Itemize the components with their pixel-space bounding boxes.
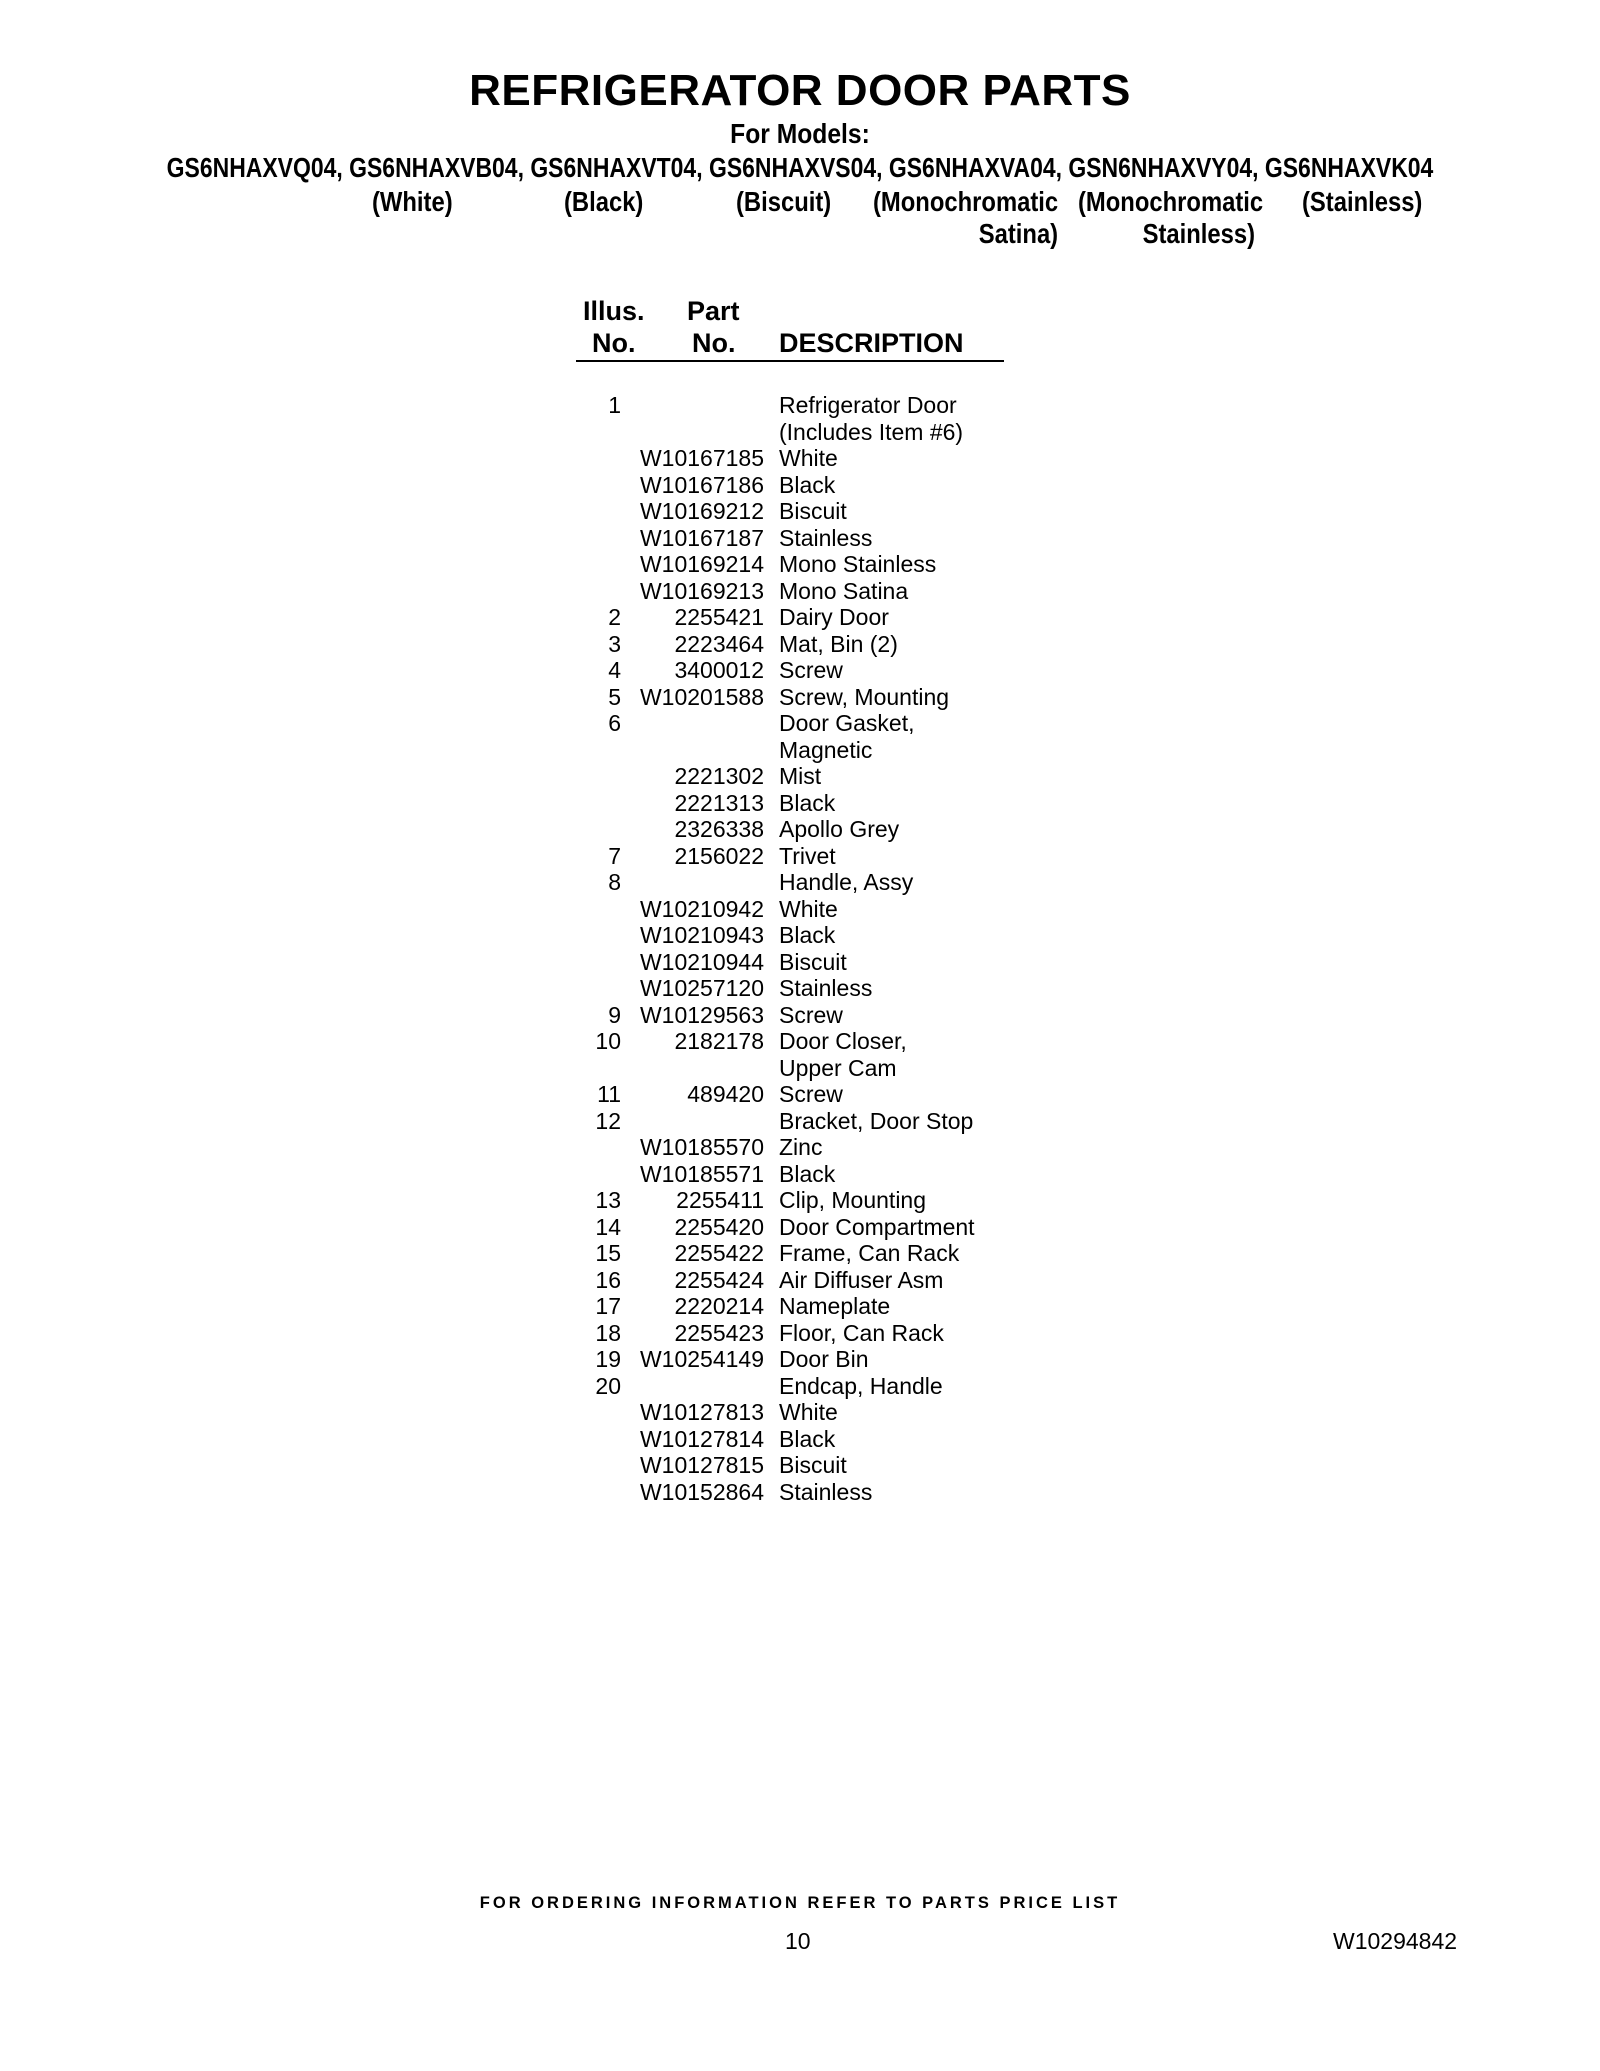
table-row — [576, 1002, 1016, 1029]
part-no-cell — [621, 710, 764, 737]
table-row — [576, 419, 1016, 446]
description-cell: Trivet — [779, 842, 836, 869]
description-cell: Screw, Mounting — [779, 683, 950, 710]
model-color-stainless: (Stainless) — [1302, 186, 1423, 217]
model-color-mono-satina: (Monochromatic Satina) — [873, 186, 1059, 249]
table-row — [576, 1479, 1016, 1506]
description-cell: Bracket, Door Stop — [779, 1107, 974, 1134]
description-cell: Screw — [779, 657, 843, 683]
illus-no-cell: 18 — [595, 1319, 621, 1346]
description-cell: Upper Cam — [779, 1054, 897, 1081]
part-no-cell: 2255411 — [676, 1187, 764, 1213]
description-cell: Apollo Grey — [779, 816, 900, 842]
description-cell: Mono Satina — [779, 577, 909, 604]
header-illus-no: No. — [592, 328, 636, 358]
table-row — [576, 498, 1016, 525]
table-row — [576, 604, 1016, 631]
illus-no-cell: 10 — [595, 1028, 621, 1054]
description-cell: Magnetic — [779, 736, 873, 763]
description-cell: Stainless — [779, 975, 873, 1001]
description-cell: Handle, Assy — [779, 869, 914, 895]
table-row — [576, 1320, 1016, 1347]
illus-no-cell — [576, 1399, 621, 1426]
description-cell: (Includes Item #6) — [779, 418, 964, 445]
part-no-cell — [621, 1373, 764, 1400]
description-cell: Door Closer, — [779, 1028, 907, 1054]
illus-no-cell — [576, 1055, 621, 1082]
illus-no-cell — [576, 1161, 621, 1188]
illus-no-cell: 11 — [597, 1081, 621, 1107]
description-cell: Black — [779, 922, 836, 948]
table-row — [576, 1161, 1016, 1188]
illus-no-cell — [576, 975, 621, 1002]
table-row — [576, 631, 1016, 658]
part-no-cell: W10185571 — [639, 1160, 764, 1187]
illus-no-cell — [576, 525, 621, 552]
illus-no-cell: 16 — [595, 1266, 621, 1293]
illus-no-cell — [576, 790, 621, 817]
part-no-cell: 2223464 — [674, 630, 764, 657]
illus-no-cell — [576, 1134, 621, 1161]
table-row — [576, 763, 1016, 790]
description-cell: Frame, Can Rack — [779, 1240, 960, 1266]
illus-no-cell — [576, 1426, 621, 1453]
part-no-cell: W10210943 — [639, 922, 764, 948]
description-cell: Black — [779, 1425, 836, 1452]
models-subtitle: For Models: — [730, 118, 870, 149]
table-row — [576, 975, 1016, 1002]
description-cell: Refrigerator Door — [779, 392, 957, 418]
description-cell: Door Compartment — [779, 1213, 975, 1240]
part-no-cell: W10129563 — [639, 1001, 764, 1028]
illus-no-cell: 20 — [595, 1372, 621, 1399]
description-cell: Screw — [779, 1001, 843, 1028]
description-cell: Stainless — [779, 524, 873, 551]
illus-no-cell: 1 — [608, 392, 621, 418]
part-no-cell: 2221302 — [674, 763, 764, 789]
illus-no-cell — [576, 472, 621, 499]
illus-no-cell — [576, 498, 621, 525]
illus-no-cell: 8 — [608, 869, 621, 895]
illus-no-cell: 7 — [608, 842, 621, 869]
part-no-cell: W10210942 — [639, 895, 764, 922]
illus-no-cell — [576, 578, 621, 605]
part-no-cell — [621, 1055, 764, 1082]
illus-no-cell: 15 — [595, 1240, 621, 1266]
illus-no-cell: 12 — [595, 1107, 621, 1134]
table-row — [576, 525, 1016, 552]
part-no-cell: W10210944 — [639, 948, 764, 975]
header-rule — [576, 360, 1004, 362]
description-cell: Endcap, Handle — [779, 1372, 943, 1399]
parts-table — [576, 392, 1016, 1505]
illus-no-cell: 9 — [608, 1001, 621, 1028]
part-no-cell — [621, 869, 764, 896]
models-list: GS6NHAXVQ04, GS6NHAXVB04, GS6NHAXVT04, GS6NHAXVS04, GS6NHAXVA04, GSN6NHAXVY04, GS6NHAXVK04 — [166, 152, 1434, 183]
table-row — [576, 1373, 1016, 1400]
part-no-cell: W10201588 — [639, 683, 764, 710]
model-color-mono-stainless: (Monochromatic Stainless) — [1078, 186, 1264, 249]
illus-no-cell: 13 — [595, 1187, 621, 1213]
illus-no-cell: 4 — [608, 657, 621, 683]
part-no-cell: W10254149 — [639, 1346, 764, 1372]
header-illus: Illus. — [583, 296, 645, 326]
part-no-cell: 3400012 — [674, 657, 764, 683]
page-number: 10 — [785, 1928, 811, 1954]
part-no-cell: W10127814 — [639, 1425, 764, 1452]
illus-no-cell: 5 — [608, 683, 621, 710]
description-cell: Nameplate — [779, 1293, 891, 1319]
description-cell: Floor, Can Rack — [779, 1319, 944, 1346]
description-cell: Door Bin — [779, 1346, 869, 1372]
header-part: Part — [687, 296, 740, 326]
table-row — [576, 657, 1016, 684]
part-no-cell: W10169214 — [639, 551, 764, 577]
part-no-cell: 2326338 — [674, 816, 764, 842]
table-row — [576, 551, 1016, 578]
table-row — [576, 392, 1016, 419]
table-row — [576, 1134, 1016, 1161]
description-cell: Screw — [779, 1081, 843, 1107]
description-cell: Zinc — [779, 1134, 823, 1160]
description-cell: Stainless — [779, 1478, 873, 1505]
table-row — [576, 1055, 1016, 1082]
illus-no-cell — [576, 949, 621, 976]
table-row — [576, 710, 1016, 737]
part-no-cell: W10167185 — [639, 445, 764, 471]
table-row — [576, 790, 1016, 817]
table-row — [576, 1240, 1016, 1267]
part-no-cell — [621, 392, 764, 419]
description-cell: Biscuit — [779, 498, 847, 524]
description-cell: Black — [779, 471, 836, 498]
part-no-cell: 2255421 — [674, 604, 764, 630]
ordering-footer: FOR ORDERING INFORMATION REFER TO PARTS PRICE LIST — [479, 1894, 1121, 1912]
part-no-cell — [621, 1108, 764, 1135]
illus-no-cell — [576, 1479, 621, 1506]
table-row — [576, 1346, 1016, 1373]
table-row — [576, 1028, 1016, 1055]
description-cell: White — [779, 445, 838, 471]
part-no-cell: 2220214 — [674, 1293, 764, 1319]
part-no-cell: 2182178 — [674, 1028, 764, 1054]
table-row — [576, 578, 1016, 605]
part-no-cell: 2255422 — [674, 1240, 764, 1266]
table-row — [576, 896, 1016, 923]
table-row — [576, 737, 1016, 764]
illus-no-cell: 6 — [608, 710, 621, 736]
part-no-cell: W10127815 — [639, 1452, 764, 1478]
description-cell: Mat, Bin (2) — [779, 630, 898, 657]
part-no-cell: W10169212 — [639, 498, 764, 524]
illus-no-cell — [576, 419, 621, 446]
illus-no-cell: 2 — [608, 604, 621, 630]
document-number: W10294842 — [1333, 1928, 1458, 1954]
illus-no-cell — [576, 922, 621, 949]
description-cell: Dairy Door — [779, 604, 889, 630]
description-cell: Air Diffuser Asm — [779, 1266, 944, 1293]
part-no-cell: W10127813 — [639, 1399, 764, 1425]
table-row — [576, 684, 1016, 711]
part-no-cell: W10167186 — [639, 471, 764, 498]
table-row — [576, 1399, 1016, 1426]
table-row — [576, 1081, 1016, 1108]
part-no-cell: 2221313 — [674, 789, 764, 816]
illus-no-cell: 3 — [608, 630, 621, 657]
part-no-cell: W10169213 — [639, 577, 764, 604]
header-part-no: No. — [692, 328, 736, 358]
header-description: DESCRIPTION — [779, 328, 964, 358]
illus-no-cell — [576, 816, 621, 843]
table-row — [576, 1293, 1016, 1320]
description-cell: Clip, Mounting — [779, 1187, 927, 1213]
description-cell: Biscuit — [779, 948, 847, 975]
illus-no-cell — [576, 551, 621, 578]
description-cell: Black — [779, 789, 836, 816]
description-cell: Biscuit — [779, 1452, 847, 1478]
part-no-cell — [621, 419, 764, 446]
model-color-white: (White) — [372, 186, 453, 217]
table-row — [576, 1452, 1016, 1479]
table-row — [576, 472, 1016, 499]
table-row — [576, 843, 1016, 870]
illus-no-cell — [576, 445, 621, 472]
part-no-cell: W10167187 — [639, 524, 764, 551]
table-row — [576, 816, 1016, 843]
part-no-cell: 2255420 — [674, 1213, 764, 1240]
description-cell: Black — [779, 1160, 836, 1187]
part-no-cell: W10257120 — [639, 975, 764, 1001]
table-row — [576, 922, 1016, 949]
page-title: REFRIGERATOR DOOR PARTS — [469, 66, 1131, 115]
description-cell: Mono Stainless — [779, 551, 937, 577]
model-color-black: (Black) — [564, 186, 644, 217]
illus-no-cell — [576, 896, 621, 923]
illus-no-cell: 17 — [595, 1293, 621, 1319]
part-no-cell: 2156022 — [674, 842, 764, 869]
table-row — [576, 1108, 1016, 1135]
part-no-cell: 2255424 — [674, 1266, 764, 1293]
description-cell: Mist — [779, 763, 822, 789]
table-row — [576, 869, 1016, 896]
illus-no-cell: 14 — [595, 1213, 621, 1240]
part-no-cell: 489420 — [687, 1081, 764, 1107]
table-row — [576, 1267, 1016, 1294]
part-no-cell: W10152864 — [639, 1478, 764, 1505]
table-row — [576, 1214, 1016, 1241]
description-cell: White — [779, 895, 838, 922]
description-cell: White — [779, 1399, 838, 1425]
part-no-cell: W10185570 — [639, 1134, 764, 1160]
illus-no-cell — [576, 763, 621, 790]
table-row — [576, 1187, 1016, 1214]
table-row — [576, 1426, 1016, 1453]
illus-no-cell: 19 — [595, 1346, 621, 1372]
part-no-cell: 2255423 — [674, 1319, 764, 1346]
illus-no-cell — [576, 1452, 621, 1479]
model-color-biscuit: (Biscuit) — [736, 186, 832, 217]
table-row — [576, 445, 1016, 472]
table-row — [576, 949, 1016, 976]
part-no-cell — [621, 737, 764, 764]
illus-no-cell — [576, 737, 621, 764]
description-cell: Door Gasket, — [779, 710, 915, 736]
